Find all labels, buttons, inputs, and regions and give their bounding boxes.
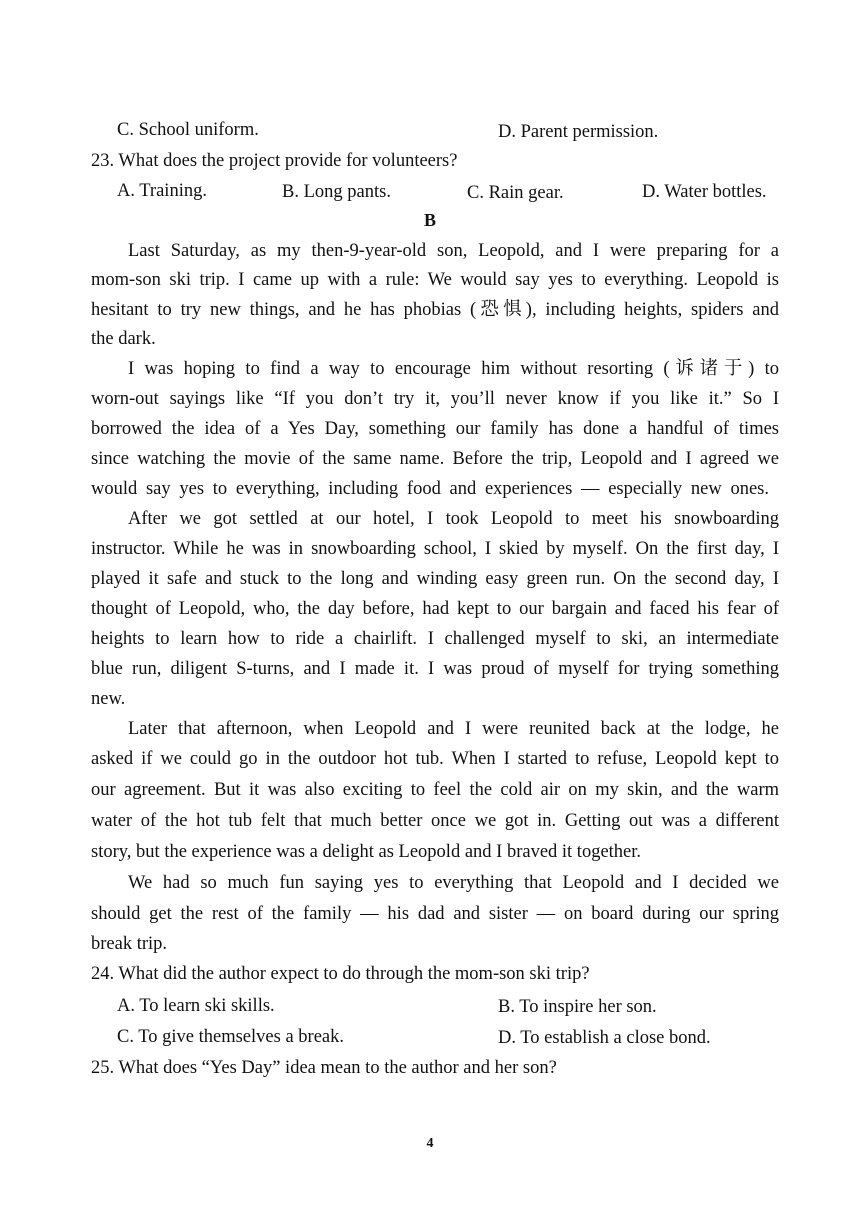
q24-option-d: D. To establish a close bond. [498, 1028, 711, 1048]
q23-stem: 23. What does the project provide for volunteers? [91, 151, 458, 171]
passage-line: break trip. [91, 934, 168, 954]
q22-option-c: C. School uniform. [117, 120, 259, 140]
passage-line: our agreement. But it was also exciting to feel the cold air on my skin, and the warm [91, 780, 779, 800]
passage-line: Last Saturday, as my then-9-year-old son, Leopold, and I were preparing for a [128, 241, 779, 261]
passage-line: water of the hot tub felt that much better once we got in. Getting out was a different [91, 811, 779, 831]
q22-option-d: D. Parent permission. [498, 122, 659, 142]
passage-line: hesitant to try new things, and he has phobias (恐惧), including heights, spiders and [91, 300, 779, 320]
passage-line: the dark. [91, 329, 156, 349]
q24-stem: 24. What did the author expect to do through the mom-son ski trip? [91, 964, 590, 984]
passage-line: should get the rest of the family — his dad and sister — on board during our spring [91, 904, 779, 924]
passage-line: heights to learn how to ride a chairlift. I challenged myself to ski, an intermediate [91, 629, 779, 649]
q23-option-b: B. Long pants. [282, 182, 391, 202]
passage-line: story, but the experience was a delight as Leopold and I braved it together. [91, 842, 642, 862]
passage-line: After we got settled at our hotel, I took Leopold to meet his snowboarding [128, 509, 779, 529]
passage-line: mom-son ski trip. I came up with a rule: We would say yes to everything. Leopold is [91, 270, 779, 290]
passage-line: thought of Leopold, who, the day before, had kept to our bargain and faced his fear of [91, 599, 779, 619]
q23-option-d: D. Water bottles. [642, 182, 767, 202]
q25-stem: 25. What does “Yes Day” idea mean to the author and her son? [91, 1058, 557, 1078]
passage-line: blue run, diligent S-turns, and I made it. I was proud of myself for trying something [91, 659, 779, 679]
q23-option-c: C. Rain gear. [467, 183, 564, 203]
passage-line: asked if we could go in the outdoor hot tub. When I started to refuse, Leopold kept to [91, 749, 779, 769]
q24-option-b: B. To inspire her son. [498, 997, 657, 1017]
q24-option-c: C. To give themselves a break. [117, 1027, 344, 1047]
passage-line: borrowed the idea of a Yes Day, something our family has done a handful of times [91, 419, 779, 439]
q23-option-a: A. Training. [117, 181, 207, 201]
passage-line: worn-out sayings like “If you don’t try it, you’ll never know if you like it.” So I [91, 389, 779, 409]
passage-line: since watching the movie of the same name. Before the trip, Leopold and I agreed we [91, 449, 779, 469]
passage-line: instructor. While he was in snowboarding school, I skied by myself. On the first day, I [91, 539, 779, 559]
page-number: 4 [426, 1136, 434, 1151]
passage-line: would say yes to everything, including food and experiences — especially new ones. [91, 479, 769, 499]
passage-line: played it safe and stuck to the long and winding easy green run. On the second day, I [91, 569, 779, 589]
q24-option-a: A. To learn ski skills. [117, 996, 275, 1016]
passage-line: new. [91, 689, 126, 709]
passage-line: Later that afternoon, when Leopold and I were reunited back at the lodge, he [128, 719, 779, 739]
passage-line: We had so much fun saying yes to everything that Leopold and I decided we [128, 873, 779, 893]
section-b-heading: B [423, 210, 436, 230]
passage-line: I was hoping to find a way to encourage him without resorting (诉诸于) to [128, 359, 779, 379]
